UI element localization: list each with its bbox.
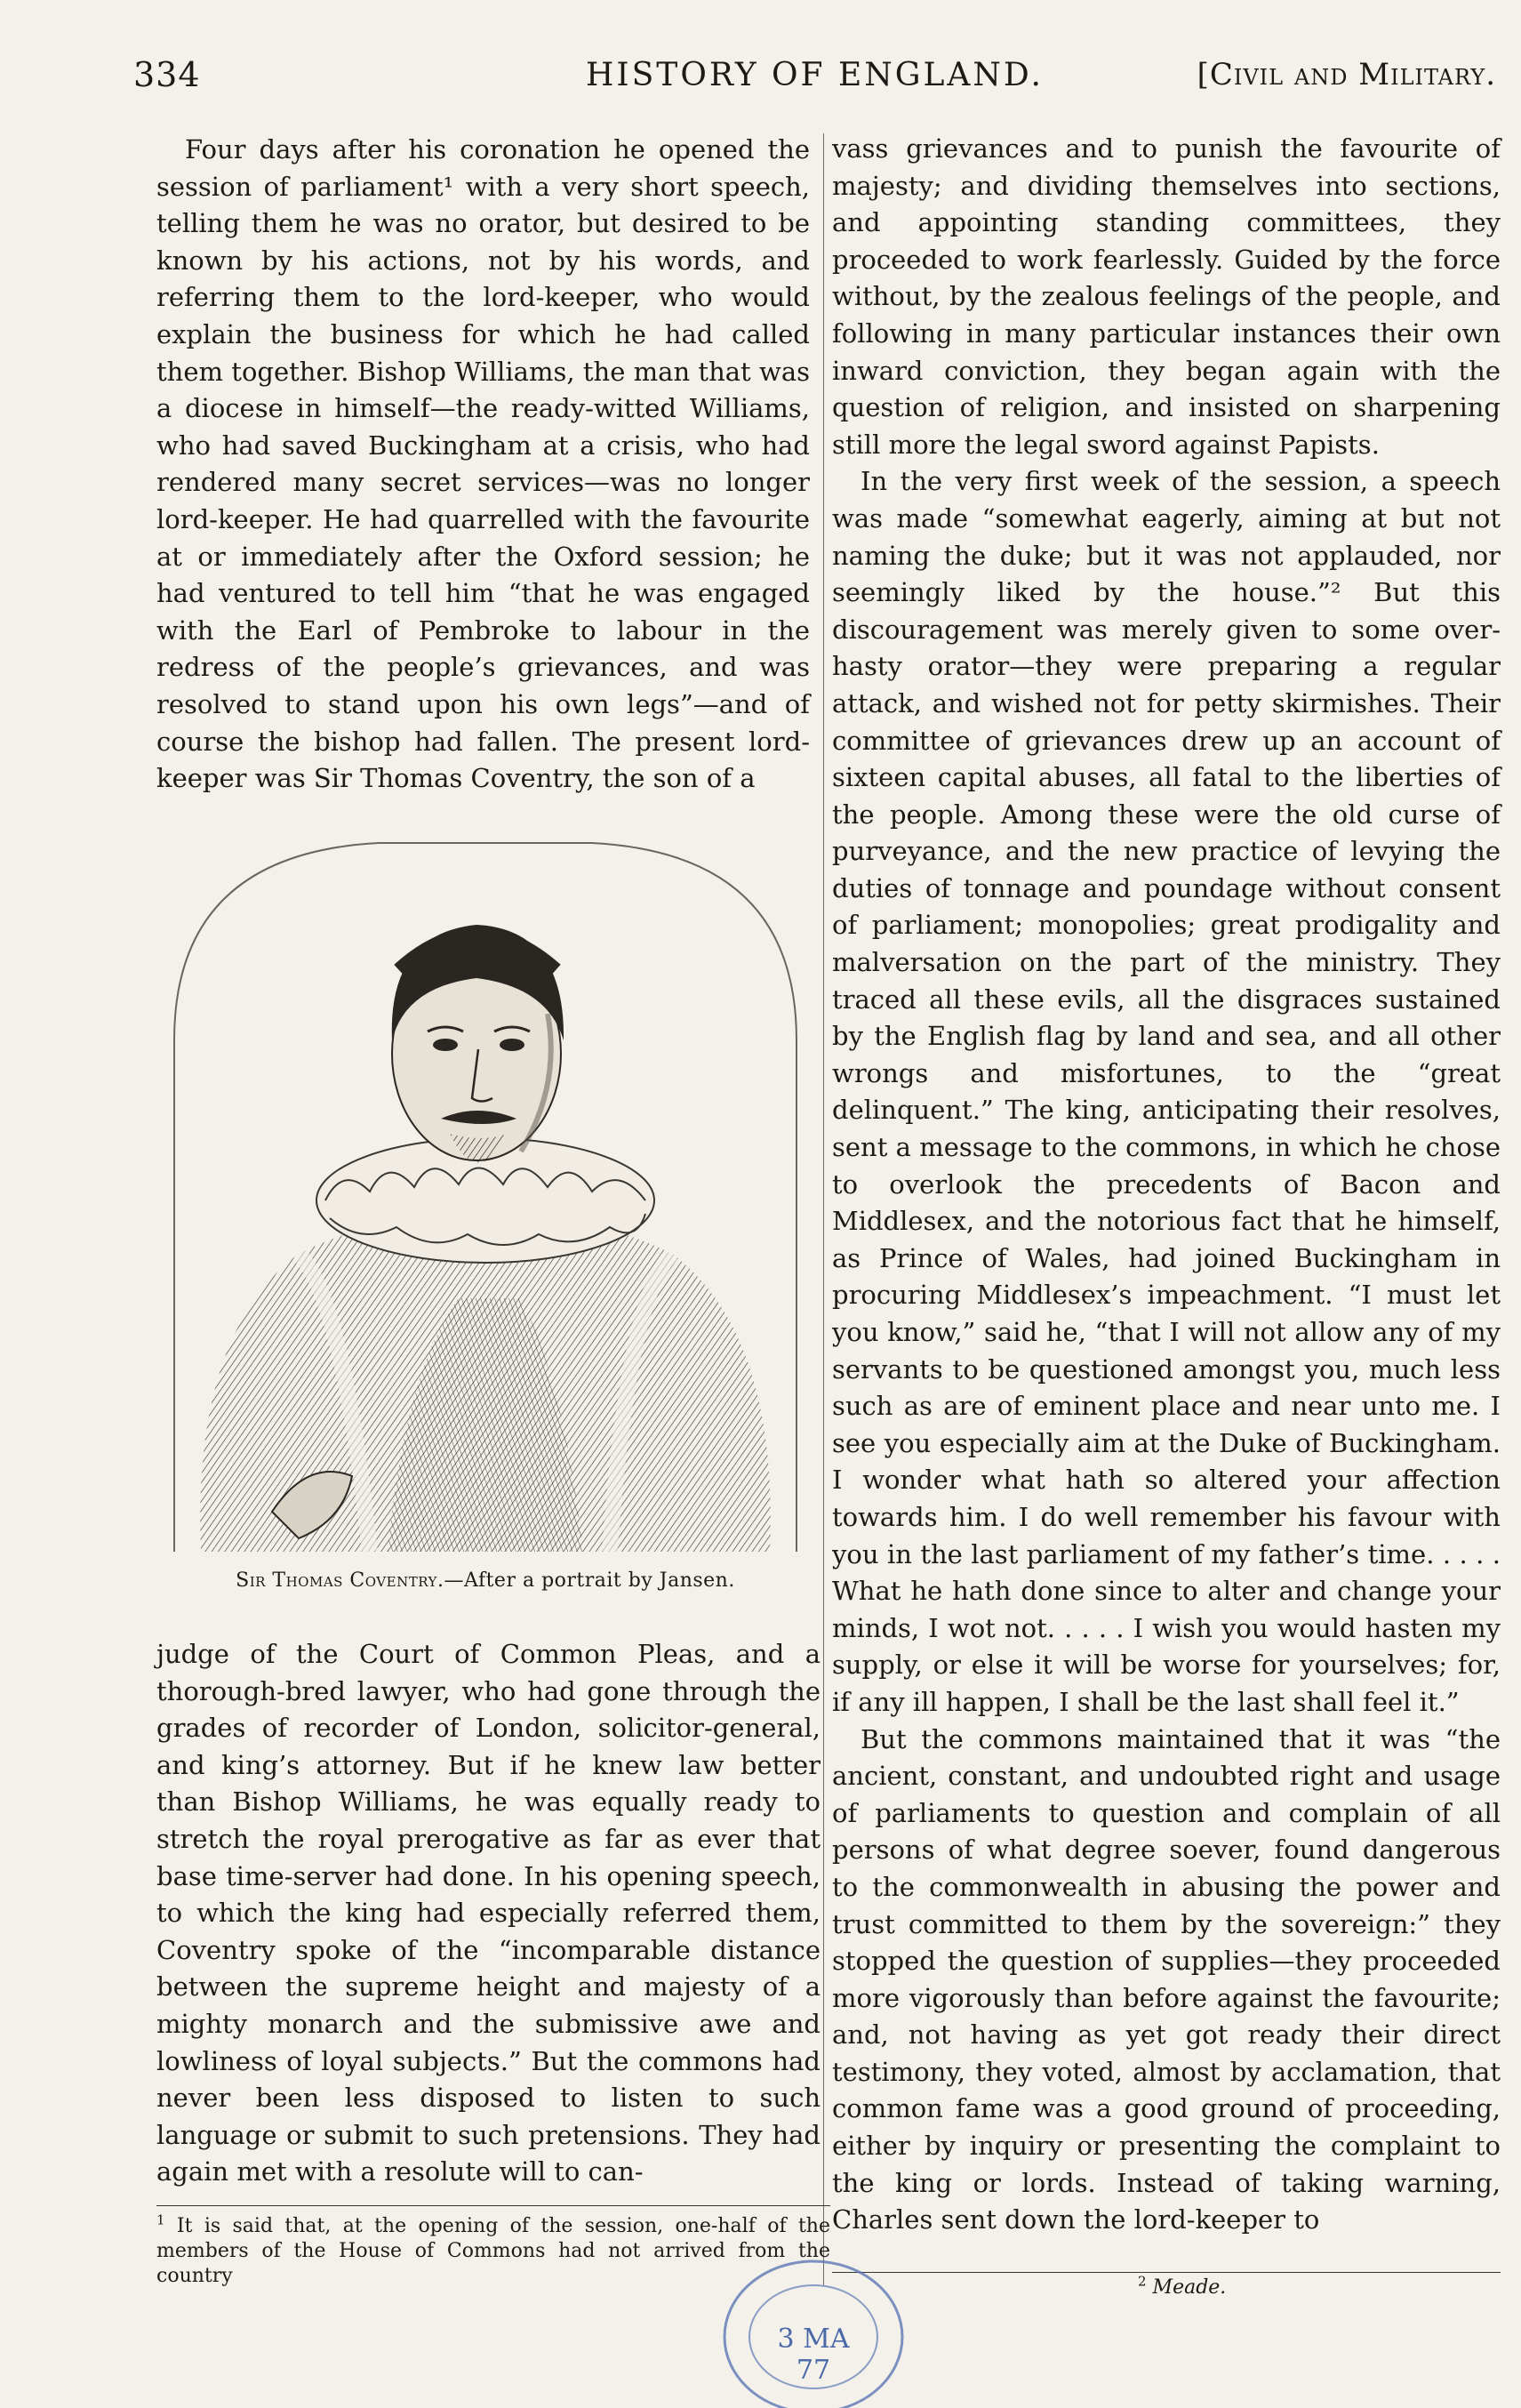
body-paragraph: judge of the Court of Common Pleas, and a thorough-bred lawyer, who had gone through the grades of recorder of London, solicitor-general, and king’s attorney. But if he knew law better than Bishop Williams, he was equally ready to stretch the royal prerogative as far as ever that base time-server had done. In his opening speech, to which the king had especially referred them, Coventry spoke of the “incomparable distance between the supreme height and majesty of a mighty monarch and the submissive awe and lowliness of loyal subjects.” But the commons had never been less disposed to listen to such language or submit to such pretensions. They had again met with a resolute will to can- xyxy=(156,1639,821,2187)
running-title: HISTORY OF ENGLAND. xyxy=(586,57,1044,93)
right-column xyxy=(832,131,1501,2239)
footnote-rule xyxy=(156,2205,830,2206)
footnote-marker: 1 xyxy=(156,2211,165,2228)
page-number: 334 xyxy=(133,55,201,94)
column-divider xyxy=(823,133,824,2285)
caption-description: .—After a portrait by Jansen. xyxy=(436,1569,735,1592)
left-column-top xyxy=(156,132,810,798)
portrait-engraving xyxy=(165,836,805,1552)
body-paragraph: But the commons maintained that it was “the ancient, constant, and undoubted right and usage of parliaments to question and complain of all persons of what degree soever, found dangerous to the commonwealth in abusing the power and trust committed to them by the sovereign:” they stopped the question of supplies—they proceeded more vigorously than before against the favourite; and, not having as yet got ready their direct testimony, they voted, almost by acclamation, that common fame was a good ground of proceeding, either by inquiry or presenting the complaint to the king or lords. Instead of taking warning, Charles sent down the lord-keeper to xyxy=(832,1723,1501,2235)
caption-name: Sir Thomas Coventry xyxy=(236,1569,437,1592)
footnote-text: It is said that, at the opening of the session, one-half of the members of the House of Commons had not arrived from the country xyxy=(156,2215,830,2287)
footnote-marker: 2 xyxy=(1138,2273,1147,2290)
left-column-bottom xyxy=(156,1636,821,2191)
footnote-text: Meade. xyxy=(1152,2276,1227,2299)
page-header xyxy=(133,55,1496,108)
body-paragraph: In the very first week of the session, a speech was made “somewhat eagerly, aiming at but not naming the duke; but it was not applauded, nor seemingly liked by the house.”² But this discouragement was merely given to some over-hasty orator—they were preparing a regular attack, and wished not for petty skirmishes. Their committee of grievances drew up an account of sixteen capital abuses, all fatal to the liberties of the people. Among these were the old curse of purveyance, and the new practice of levying the duties of tonnage and poundage without consent of parliament; monopolies; great prodigality and malversation on the part of the ministry. They traced all these evils, all the disgraces sustained by the English flag by land and sea, and all other wrongs and misfortunes, to the “great delinquent.” The king, anticipating their resolves, sent a message to the commons, in which he chose to overlook the precedents of Bacon and Middlesex, and the notorious fact that he himself, as Prince of Wales, had joined Buckingham in procuring Middlesex’s impeachment. “I must let you know,” said he, “that I will not allow any of my servants to be questioned amongst you, much less such as are of eminent place and near unto me. I see you especially aim at the Duke of Buckingham. I wonder what hath so altered your affection towards him. I do well remember his favour with you in the last parliament of my father’s time. . . . . What he hath done since to alter and change your minds, I wot not. . . . . I wish you would hasten my supply, or else it will be worse for yourselves; for, if any ill happen, I shall be the last shall feel it.” xyxy=(832,466,1501,1717)
figure-caption xyxy=(165,1569,805,1592)
body-paragraph: vass grievances and to punish the favourite of majesty; and dividing themselves into sections, and appointing standing committees, they proceeded to work fearlessly. Guided by the force without, by the zealous feelings of the people, and following in many particular instances their own inward conviction, they began again with the question of religion, and insisted on sharpening still more the legal sword against Papists. xyxy=(832,133,1501,460)
stamp-date: 3 MA 77 xyxy=(777,2324,850,2386)
library-stamp xyxy=(711,2248,916,2408)
footnote-2 xyxy=(1138,2273,1227,2299)
body-paragraph: Four days after his coronation he opened the session of parliament¹ with a very short speech, telling them he was no orator, but desired to be known by his actions, not by his words, and referring them to the lord-keeper, who would explain the business for which he had called them together. Bishop Williams, the man that was a diocese in himself—the ready-witted Williams, who had saved Buckingham at a crisis, who had rendered many secret services—was no longer lord-keeper. He had quarrelled with the favourite at or immediately after the Oxford session; he had ventured to tell him “that he was engaged with the Earl of Pembroke to labour in the redress of the people’s grievances, and was resolved to stand upon his own legs”—and of course the bishop had fallen. The present lord-keeper was Sir Thomas Coventry, the son of a xyxy=(156,134,810,794)
portrait-illustration xyxy=(165,836,805,1552)
footnote-rule xyxy=(832,2272,1501,2273)
section-label: [Civil and Military. xyxy=(1197,57,1496,92)
